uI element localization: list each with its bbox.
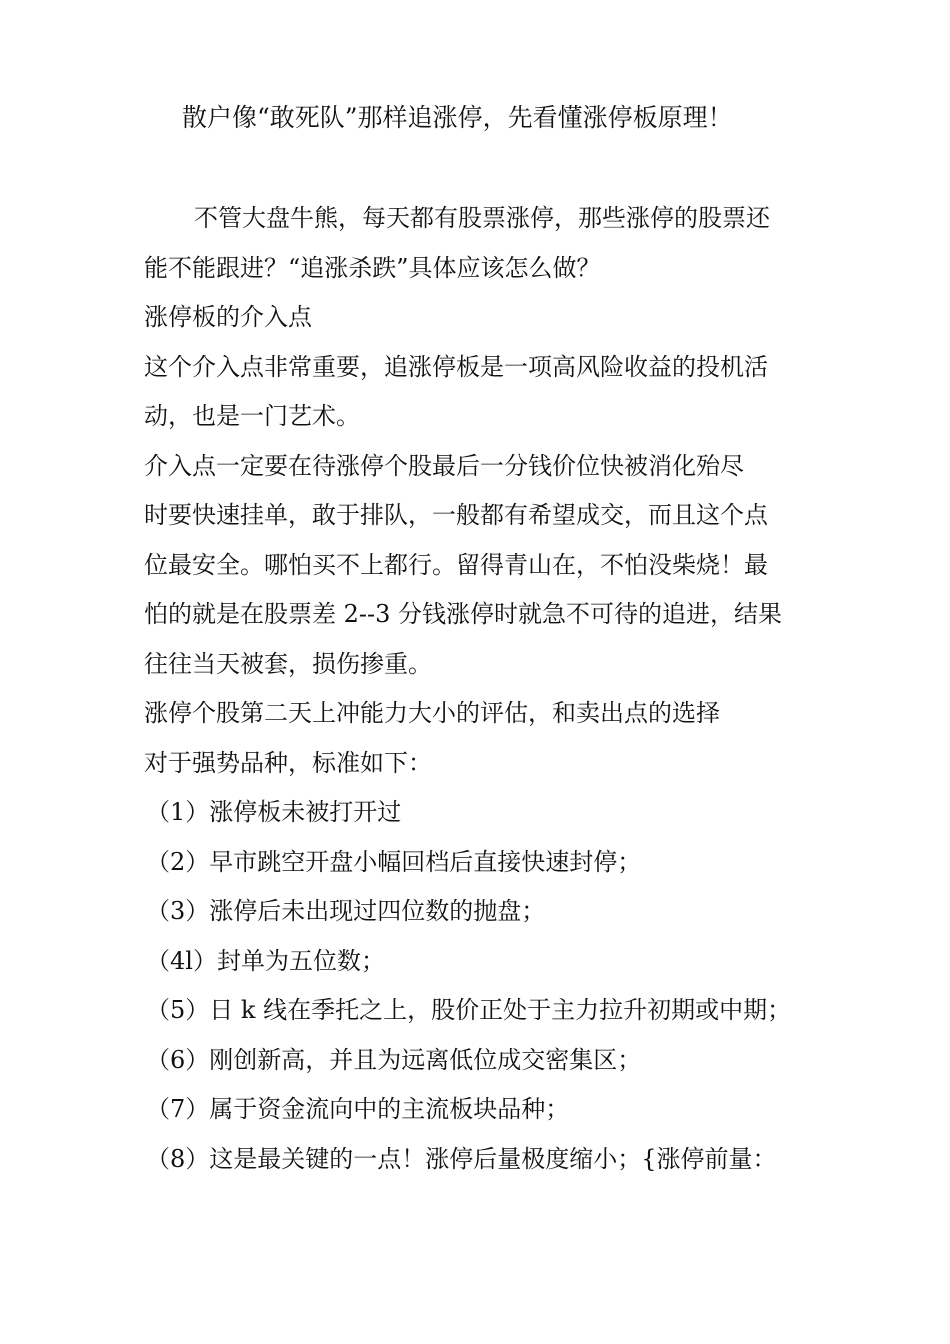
paragraph-line: 能不能跟进？“追涨杀跌”具体应该怎么做？: [144, 253, 601, 282]
paragraph-line: 往往当天被套，损伤掺重。: [144, 649, 432, 678]
paragraph-line: 怕的就是在股票差 2--3 分钱涨停时就急不可待的追进，结果: [144, 600, 783, 628]
paragraph-line: 时要快速挂单，敢于排队，一般都有希望成交，而且这个点: [144, 501, 768, 529]
criteria-item: （3）涨停后未出现过四位数的抛盘；: [146, 897, 546, 925]
section-heading: 涨停板的介入点: [144, 303, 312, 331]
document-body: [144, 194, 824, 1184]
criteria-item: （5）日 k 线在季托之上，股价正处于主力拉升初期或中期；: [146, 996, 792, 1024]
paragraph-line: 介入点一定要在待涨停个股最后一分钱价位快被消化殆尽: [144, 451, 744, 480]
criteria-item: （4l）封单为五位数；: [146, 946, 385, 975]
criteria-item: （2）早市跳空开盘小幅回档后直接快速封停；: [146, 847, 642, 876]
section-heading: 涨停个股第二天上冲能力大小的评估，和卖出点的选择: [144, 699, 720, 727]
paragraph-line: 动，也是一门艺术。: [144, 402, 360, 430]
paragraph-line: 对于强势品种，标准如下：: [144, 748, 432, 777]
paragraph-line: 位最安全。哪怕买不上都行。留得青山在，不怕没柴烧！最: [144, 550, 768, 579]
paragraph-line: 不管大盘牛熊，每天都有股票涨停，那些涨停的股票还: [194, 204, 770, 232]
criteria-item: （8）这是最关键的一点！涨停后量极度缩小；{涨停前量：: [146, 1144, 777, 1173]
criteria-item: （6）刚创新高，并且为远离低位成交密集区；: [146, 1045, 642, 1074]
document-title: 散户像“敢死队”那样追涨停，先看懂涨停板原理！: [182, 103, 733, 132]
criteria-item: （1）涨停板未被打开过: [146, 798, 402, 826]
paragraph-line: 这个介入点非常重要，追涨停板是一项高风险收益的投机活: [144, 352, 768, 381]
criteria-item: （7）属于资金流向中的主流板块品种；: [146, 1095, 570, 1123]
